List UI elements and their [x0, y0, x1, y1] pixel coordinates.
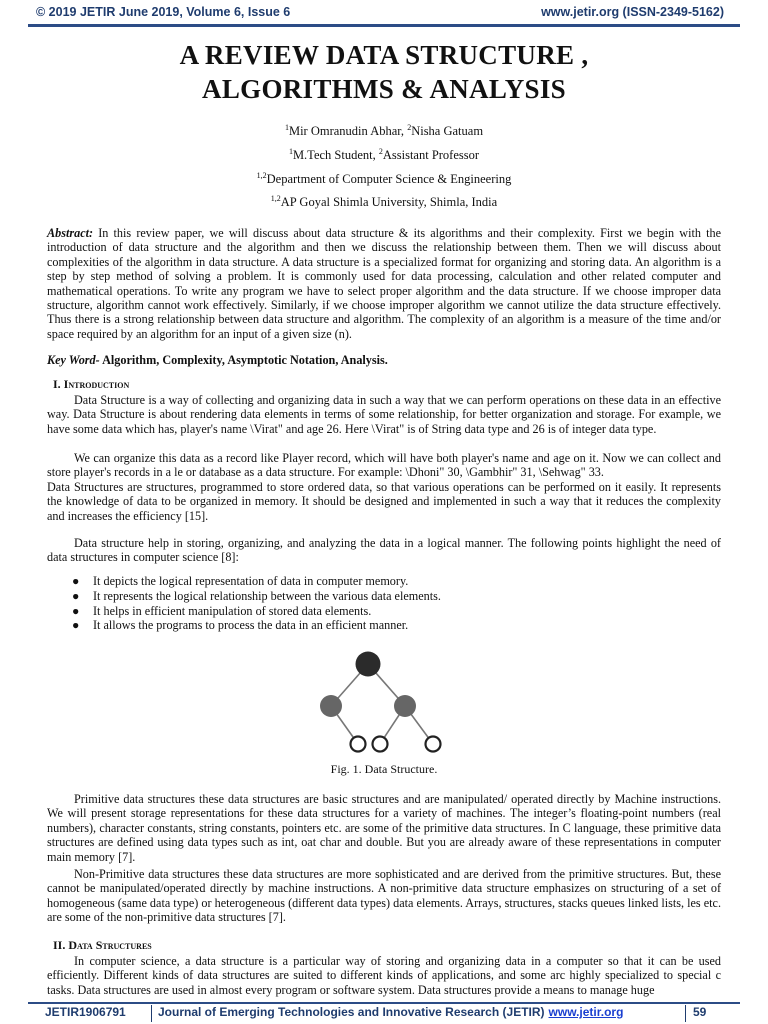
tree-leaf-node — [373, 737, 388, 752]
keywords-text: Algorithm, Complexity, Asymptotic Notation, Analysis. — [99, 353, 388, 367]
intro-paragraph-2 — [47, 451, 721, 523]
header-rule — [28, 24, 740, 27]
footer-journal: Journal of Emerging Technologies and Innovative Research (JETIR) www.jetir.org — [158, 1005, 624, 1019]
author-roles: $^1$M.Tech Student, $^2$Assistant Professor — [288, 147, 480, 163]
list-item: ● It helps in efficient manipulation of stored data elements. — [72, 603, 372, 618]
abstract — [47, 226, 721, 341]
figure-caption: Fig. 1. Data Structure. — [330, 762, 438, 776]
author-university: $^{1,2}$AP Goyal Shimla University, Shimla, India — [270, 194, 498, 210]
title-line-1: A REVIEW DATA STRUCTURE , — [179, 40, 589, 70]
tree-leaf-node — [426, 737, 441, 752]
keywords-label: Key Word- — [47, 353, 100, 367]
footer-website-link[interactable]: www.jetir.org — [548, 1005, 624, 1019]
list-item: ● It represents the logical relationship between the various data elements. — [72, 588, 441, 603]
author-department: $^{1,2}$Department of Computer Science & Engineering — [256, 171, 512, 187]
section-heading-data-structures: II. Data Structures — [53, 938, 152, 952]
data-structure-tree-figure — [300, 640, 470, 760]
intro-paragraph-1: Data Structure is a way of collecting and organizing data in such a way that we can perform operations on these data in an effective way. Data Structure is about rendering data elements in terms of some relationship, for better organization and storage. For example, we have some data which has, player's name \Virat" and age 26. Here \Virat" is of String data type and 26 is of integer data type. — [47, 393, 721, 436]
data-structures-paragraph-1: In computer science, a data structure is a particular way of storing and organizing data in a computer so that it can be used efficiently. Different kinds of data structures are suited to different kinds of applications, and some arc highly specialized to special c tasks. Data structures are used in almost every program or software system. Data structures provide a means to manage huge — [47, 954, 721, 997]
list-item: ● It depicts the logical representation of data in computer memory. — [72, 574, 409, 588]
tree-internal-node-left — [320, 695, 342, 717]
needs-bullet-list — [72, 574, 441, 633]
footer-divider — [151, 1005, 152, 1022]
page-footer — [0, 1005, 768, 1024]
bullet-icon: ● — [72, 618, 80, 633]
bullet-icon: ● — [72, 588, 80, 603]
bullet-icon: ● — [72, 574, 80, 588]
tree-leaf-node — [351, 737, 366, 752]
tree-root-node — [356, 652, 381, 677]
intro-paragraph-non-primitive: Non-Primitive data structures these data structures are more sophisticated and are derived from the primitive structures. But, these cannot be manipulated/operated directly by machine instructions. A non-primitive data structure emphasizes on structuring of a set of homogeneous (same data type) or heterogeneous (different data types) data elements. Arrays, structures, stacks queues linked lists, les etc. are some of the non-primitive data structures [7]. — [47, 867, 721, 925]
abstract-text: In this review paper, we will discuss about data structure & its algorithms and their complexity. First we begin with the introduction of data structure and the algorithm and then we discuss the relationship between them. Then we will discuss about complexities of the algorithm in data structure. A data structure is a specialized format for organizing and storing data. An algorithm is a step by step method of solving a problem. It is commonly used for data processing, calculation and other related computer and mathematical operations. To write any program we have to select proper algorithm and the data structure. If we choose improper data structure, algorithm cannot work effectively. Similarly, if we choose improper algorithm we cannot utilize the data structure effectively. Thus there is a strong relationship between data structure and algorithm. The complexity of an algorithm is a measure of the time and/or space required by an algorithm for an input of a given size (n). — [47, 226, 721, 341]
author-names: $^1$Mir Omranudin Abhar, $^2$Nisha Gatuam — [284, 123, 484, 139]
intro-paragraph-3: Data structure help in storing, organizing, and analyzing the data in a logical manner. The following points highlight the need of data structures in computer science [8]: — [47, 536, 721, 565]
section-heading-introduction: I. Introduction — [53, 377, 130, 391]
header-website[interactable]: www.jetir.org (ISSN-2349-5162) — [541, 5, 724, 19]
title-line-2: ALGORITHMS & ANALYSIS — [202, 74, 566, 104]
intro-paragraph-primitive: Primitive data structures these data structures are basic structures and are manipulated/ operated directly by Machine instructions. We will present storage representations for these data structures for a variety of machines. The integer’s floating-point numbers (real numbers), character constants, string constants, pointers etc. are some of the primitive data structures. In C language, these primitive data structures are defined using data types such as int, oat char and double. But you are already aware of these representations in computer main memory [7]. — [47, 792, 721, 864]
intro-paragraph-2b: Data Structures are structures, programmed to store ordered data, so that various operations can be performed on it easily. It represents the knowledge of data to be organized in memory. It should be designed and implemented in such a way that it reduces the complexity and increases the efficiency [15]. — [47, 479, 721, 523]
bullet-icon: ● — [72, 603, 80, 618]
page-header — [0, 0, 768, 24]
footer-paper-id: JETIR1906791 — [45, 1005, 126, 1019]
footer-divider — [685, 1005, 686, 1022]
paper-title — [0, 38, 768, 106]
intro-paragraph-2a: We can organize this data as a record like Player record, which will have both player's name and age on it. Now we can collect and store player's records in a le or database as a data structure. For example: \Dhoni" 30, \Gambhir" 31, \Sehwag" 33. — [47, 451, 721, 480]
footer-page-number: 59 — [693, 1005, 707, 1019]
list-item: ● It allows the programs to process the data in an efficient manner. — [72, 618, 409, 633]
abstract-label: Abstract: — [47, 226, 94, 240]
keywords — [47, 353, 721, 367]
footer-rule — [28, 1002, 740, 1004]
header-copyright: © 2019 JETIR June 2019, Volume 6, Issue 6 — [36, 5, 291, 19]
tree-internal-node-right — [394, 695, 416, 717]
